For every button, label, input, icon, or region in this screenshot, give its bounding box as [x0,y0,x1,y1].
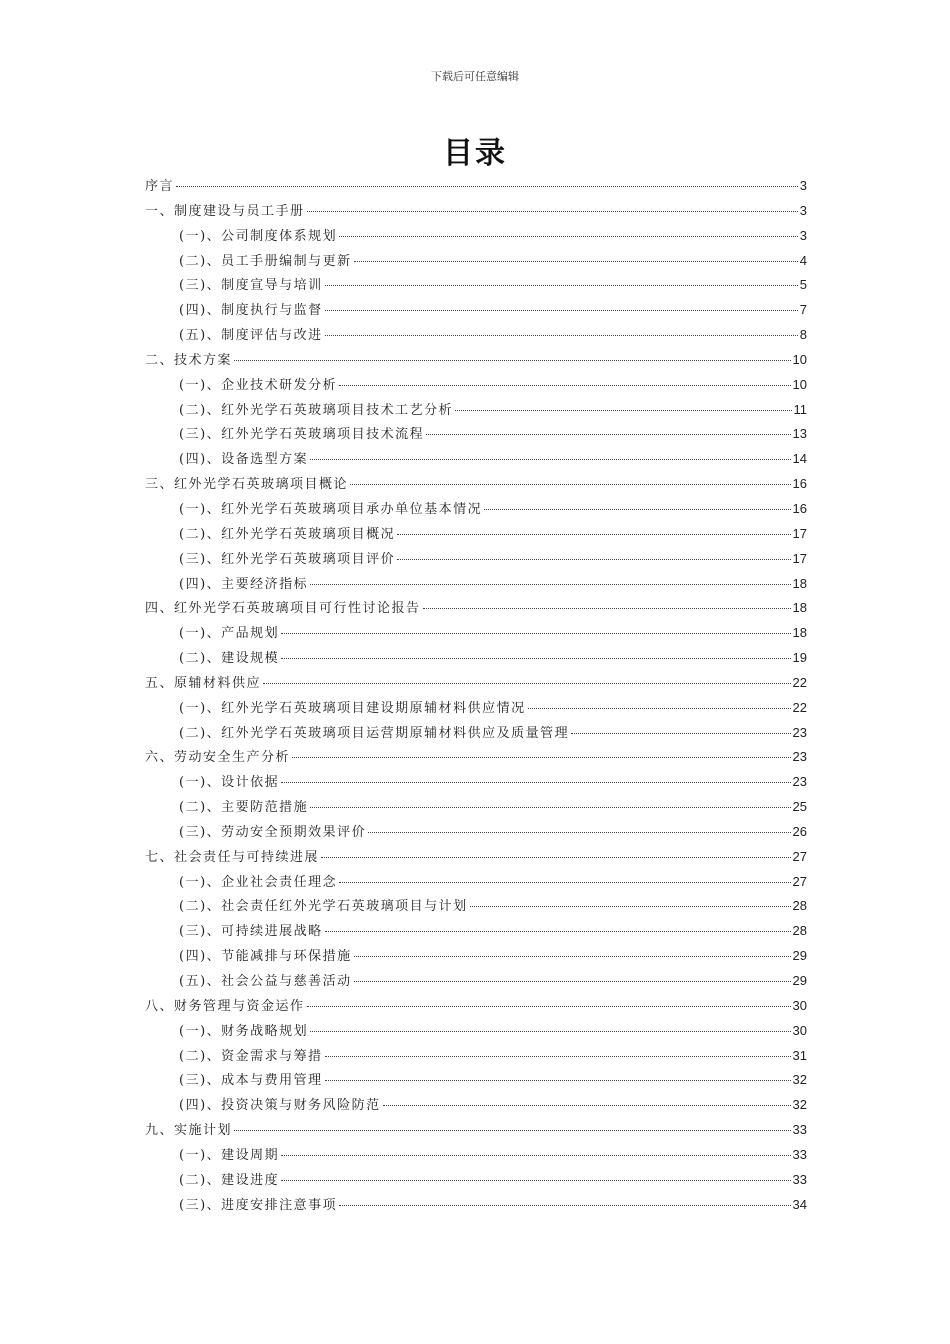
toc-page-number: 27 [792,873,807,889]
toc-entry[interactable] [145,225,807,250]
toc-entry[interactable] [145,945,807,970]
toc-entry[interactable] [145,697,807,722]
toc-entry[interactable] [145,200,807,225]
dot-leader [325,1056,791,1057]
toc-entry-text: 九、实施计划 [145,1123,233,1139]
dot-leader [325,285,798,286]
toc-entry[interactable] [145,573,807,598]
toc-entry-text: (三)、红外光学石英玻璃项目技术流程 [179,427,425,443]
toc-page-number: 30 [792,997,807,1013]
header-note: 下载后可任意编辑 [431,70,519,83]
toc-entry[interactable] [145,299,807,324]
page-title: 目录 [443,136,507,171]
toc-entry-text: (四)、投资决策与财务风险防范 [179,1098,381,1114]
dot-leader [571,733,790,734]
toc-entry[interactable] [145,597,807,622]
toc-page-number: 32 [792,1097,807,1113]
dot-leader [325,931,791,932]
toc-page-number: 7 [799,302,807,318]
toc-entry[interactable] [145,1045,807,1070]
toc-entry-text: 三、红外光学石英玻璃项目概论 [145,477,349,493]
toc-entry-text: (二)、主要防范措施 [179,800,309,816]
toc-entry[interactable] [145,1119,807,1144]
toc-entry[interactable] [145,821,807,846]
toc-page-number: 8 [799,327,807,343]
toc-entry[interactable] [145,1020,807,1045]
toc-page-number: 23 [792,724,807,740]
toc-entry-text: (四)、制度执行与监督 [179,303,323,319]
toc-entry-text: 七、社会责任与可持续进展 [145,849,320,865]
toc-page-number: 32 [792,1072,807,1088]
toc-entry[interactable] [145,473,807,498]
toc-entry-text: (二)、社会责任红外光学石英玻璃项目与计划 [179,899,468,915]
toc-entry-text: (二)、红外光学石英玻璃项目概况 [179,526,396,542]
toc-list [145,175,807,1218]
dot-leader [325,310,798,311]
toc-entry-text: 四、红外光学石英玻璃项目可行性讨论报告 [145,601,421,617]
toc-entry[interactable] [145,349,807,374]
toc-page-number: 17 [792,550,807,566]
toc-entry-text: (四)、设备选型方案 [179,452,309,468]
toc-entry[interactable] [145,374,807,399]
dot-leader [310,584,790,585]
toc-entry-text: 八、财务管理与资金运作 [145,998,305,1014]
toc-page-number: 3 [799,202,807,218]
dot-leader [354,261,798,262]
toc-page-number: 11 [793,401,807,417]
toc-entry-text: (一)、产品规划 [179,626,280,642]
dot-leader [310,459,790,460]
toc-page-number: 18 [792,600,807,616]
toc-entry-text: 一、制度建设与员工手册 [145,203,305,219]
toc-entry[interactable] [145,995,807,1020]
dot-leader [354,956,791,957]
dot-leader [339,385,790,386]
dot-leader [470,906,791,907]
dot-leader [292,757,791,758]
toc-entry[interactable] [145,746,807,771]
toc-entry[interactable] [145,548,807,573]
toc-entry[interactable] [145,796,807,821]
toc-entry[interactable] [145,871,807,896]
toc-entry-text: 五、原辅材料供应 [145,675,262,691]
toc-entry-text: (二)、红外光学石英玻璃项目技术工艺分析 [179,402,454,418]
toc-page-number: 23 [792,749,807,765]
toc-entry[interactable] [145,274,807,299]
toc-page-number: 10 [792,351,807,367]
toc-entry-text: (一)、财务战略规划 [179,1023,309,1039]
toc-entry[interactable] [145,1144,807,1169]
toc-page-number: 18 [792,575,807,591]
toc-entry-text: (四)、主要经济指标 [179,576,309,592]
toc-page-number: 31 [792,1047,807,1063]
toc-entry-text: (四)、节能减排与环保措施 [179,949,352,965]
dot-leader [339,882,790,883]
toc-entry-text: (二)、员工手册编制与更新 [179,253,352,269]
dot-leader [423,608,791,609]
toc-page-number: 23 [792,774,807,790]
toc-page-number: 3 [799,178,807,193]
toc-entry-text: (二)、红外光学石英玻璃项目运营期原辅材料供应及质量管理 [179,725,570,741]
dot-leader [321,857,791,858]
toc-entry-text: (二)、建设规模 [179,651,280,667]
dot-leader [325,1080,791,1081]
toc-page-number: 22 [792,699,807,715]
dot-leader [307,211,798,212]
toc-entry[interactable] [145,175,807,200]
toc-page-number: 4 [799,252,807,268]
toc-entry-text: 六、劳动安全生产分析 [145,750,291,766]
toc-page-number: 33 [792,1122,807,1138]
toc-page-number: 29 [792,948,807,964]
toc-page-number: 14 [792,451,807,467]
toc-entry-text: (一)、企业社会责任理念 [179,874,338,890]
toc-page-number: 30 [792,1022,807,1038]
toc-entry[interactable] [145,647,807,672]
dot-leader [281,658,790,659]
dot-leader [383,1105,791,1106]
toc-page-number: 16 [792,500,807,516]
toc-page-number: 22 [792,674,807,690]
toc-page-number: 28 [792,923,807,939]
toc-page-number: 3 [799,227,807,243]
dot-leader [339,1205,790,1206]
toc-entry[interactable] [145,672,807,697]
dot-leader [350,484,791,485]
toc-page-number: 19 [792,650,807,666]
dot-leader [281,782,790,783]
toc-entry-text: (一)、红外光学石英玻璃项目建设期原辅材料供应情况 [179,700,526,716]
dot-leader [307,1006,791,1007]
toc-entry-text: (一)、设计依据 [179,775,280,791]
dot-leader [263,683,791,684]
dot-leader [325,335,798,336]
dot-leader [397,534,790,535]
toc-entry[interactable] [145,423,807,448]
dot-leader [397,559,790,560]
toc-page-number: 13 [792,426,807,442]
toc-entry-text: (三)、制度宣导与培训 [179,278,323,294]
toc-entry[interactable] [145,895,807,920]
toc-entry[interactable] [145,846,807,871]
toc-entry-text: (一)、公司制度体系规划 [179,228,338,244]
toc-entry[interactable] [145,1094,807,1119]
toc-entry-text: (五)、制度评估与改进 [179,328,323,344]
dot-leader [234,1130,791,1131]
dot-leader [176,186,798,187]
toc-entry[interactable] [145,1169,807,1194]
toc-entry[interactable] [145,1194,807,1219]
dot-leader [339,236,798,237]
toc-entry[interactable] [145,399,807,424]
toc-page-number: 25 [792,799,807,815]
dot-leader [354,981,791,982]
toc-entry[interactable] [145,722,807,747]
dot-leader [234,360,791,361]
toc-page-number: 33 [792,1146,807,1162]
toc-entry-text: (三)、可持续进展战略 [179,924,323,940]
toc-page-number: 27 [792,848,807,864]
toc-entry-text: (二)、建设进度 [179,1172,280,1188]
dot-leader [528,708,791,709]
dot-leader [310,1031,790,1032]
dot-leader [281,1180,790,1181]
dot-leader [484,509,790,510]
toc-entry[interactable] [145,448,807,473]
toc-entry[interactable] [145,523,807,548]
toc-entry[interactable] [145,1069,807,1094]
toc-entry-text: (三)、成本与费用管理 [179,1073,323,1089]
toc-page-number: 34 [792,1196,807,1212]
toc-page-number: 18 [792,625,807,641]
toc-entry[interactable] [145,498,807,523]
toc-entry-text: (五)、社会公益与慈善活动 [179,974,352,989]
toc-entry[interactable] [145,250,807,275]
toc-entry[interactable] [145,970,807,995]
toc-entry[interactable] [145,324,807,349]
toc-entry[interactable] [145,920,807,945]
dot-leader [281,1155,790,1156]
toc-page-number: 10 [792,376,807,392]
toc-entry-text: 序言 [145,179,175,194]
toc-entry-text: (二)、资金需求与筹措 [179,1048,323,1064]
toc-entry-text: (一)、建设周期 [179,1147,280,1163]
toc-page-number: 17 [792,525,807,541]
dot-leader [310,807,790,808]
toc-entry-text: (三)、进度安排注意事项 [179,1197,338,1213]
toc-entry-text: (三)、劳动安全预期效果评价 [179,824,367,840]
toc-page-number: 5 [799,277,807,293]
toc-page-number: 33 [792,1171,807,1187]
dot-leader [281,633,790,634]
toc-entry[interactable] [145,771,807,796]
toc-page-number: 29 [792,973,807,988]
dot-leader [368,832,790,833]
toc-page-number: 28 [792,898,807,914]
toc-page-number: 26 [792,823,807,839]
toc-entry-text: (一)、企业技术研发分析 [179,377,338,393]
toc-entry-text: (一)、红外光学石英玻璃项目承办单位基本情况 [179,501,483,517]
dot-leader [455,410,791,411]
toc-entry-text: (三)、红外光学石英玻璃项目评价 [179,551,396,567]
toc-page-number: 16 [792,476,807,492]
toc-entry[interactable] [145,622,807,647]
dot-leader [426,434,790,435]
toc-entry-text: 二、技术方案 [145,352,233,368]
